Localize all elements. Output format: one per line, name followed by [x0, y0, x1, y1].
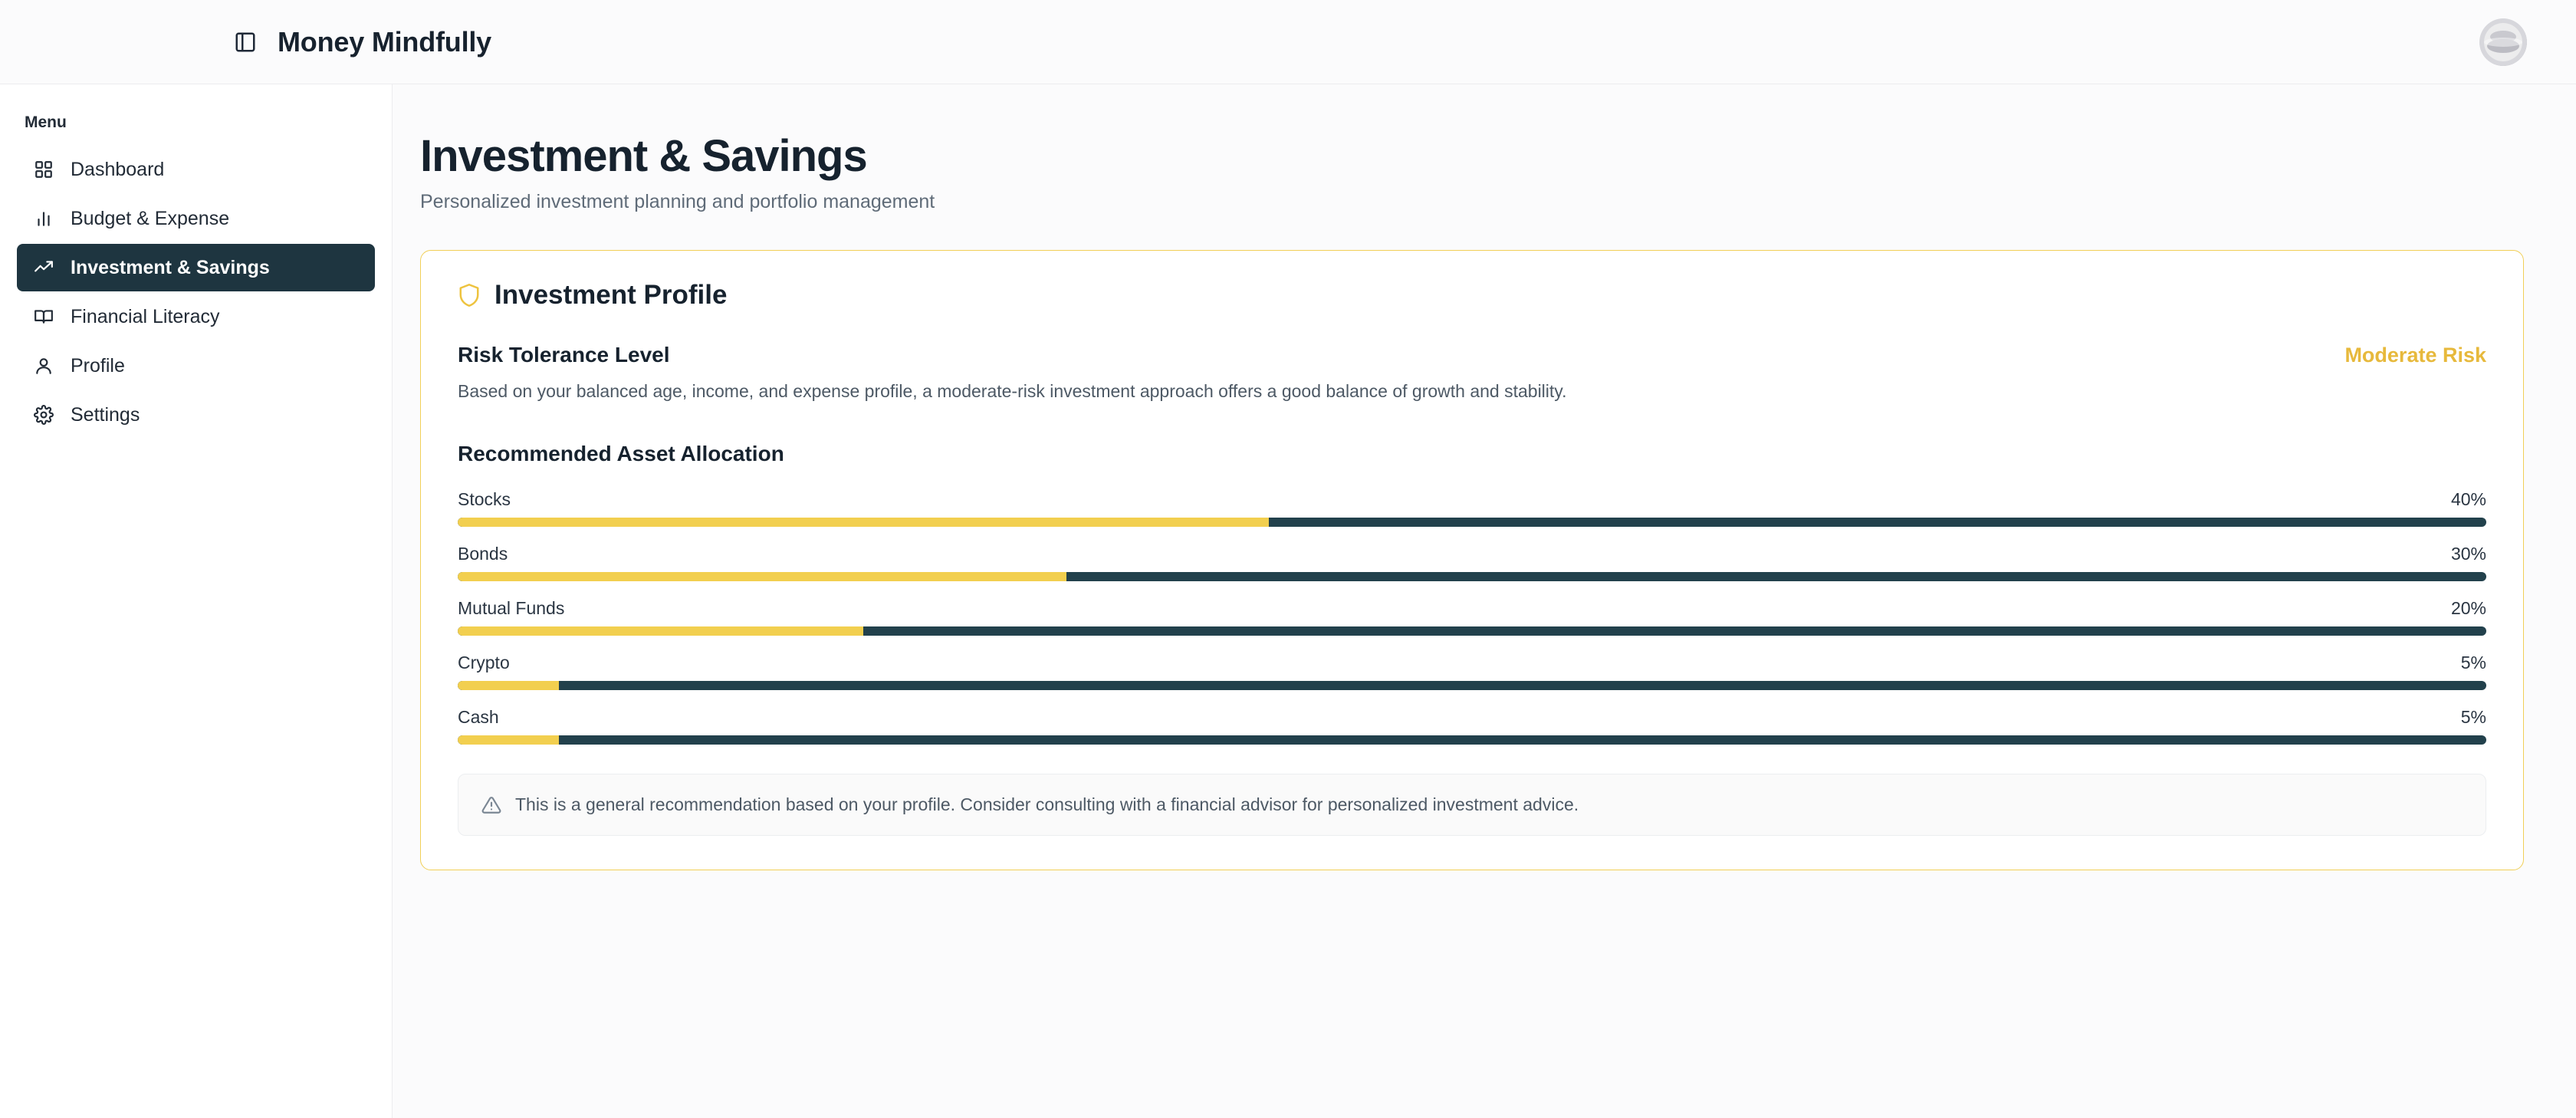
list-item: [458, 653, 2486, 690]
allocation-bar-fill: [458, 735, 559, 745]
bar-chart-icon: [32, 207, 55, 230]
sidebar-item-budget-expense[interactable]: [17, 195, 375, 242]
allocation-bar-fill: [458, 572, 1066, 581]
sidebar-item-label: Budget & Expense: [71, 207, 230, 229]
sidebar-item-label: Investment & Savings: [71, 256, 270, 278]
allocation-bar-fill: [458, 518, 1269, 527]
list-item: [458, 707, 2486, 745]
page-body: [0, 84, 2576, 1118]
status-badge: Moderate Risk: [2344, 344, 2486, 367]
disclaimer-note: [458, 774, 2486, 836]
allocation-value: 40%: [2450, 489, 2486, 509]
risk-tolerance-description: Based on your balanced age, income, and expense profile, a moderate-risk investment approach offers a good balance of growth and stability.: [458, 381, 1567, 401]
alert-triangle-icon: [481, 795, 501, 815]
allocation-bar-track: [458, 681, 2486, 690]
gear-icon: [32, 403, 55, 426]
allocation-bar-fill: [458, 681, 559, 690]
risk-tolerance-row: [458, 343, 2486, 367]
allocation-label: Cash: [458, 707, 499, 727]
list-item: [458, 598, 2486, 636]
risk-tolerance-heading: Risk Tolerance Level: [458, 343, 670, 367]
top-bar: [0, 0, 2576, 84]
card-title: Investment Profile: [495, 280, 728, 310]
page-title: Investment & Savings: [420, 131, 867, 181]
sidebar-item-investment-savings[interactable]: [17, 244, 375, 291]
allocation-bar-track: [458, 626, 2486, 636]
user-avatar-icon: [2479, 18, 2527, 66]
user-icon: [32, 354, 55, 377]
allocation-bar-track: [458, 735, 2486, 745]
investment-profile-card: [420, 250, 2524, 870]
sidebar-item-label: Financial Literacy: [71, 305, 220, 327]
disclaimer-text: This is a general recommendation based on your profile. Consider consulting with a financial advisor for personalized investment advice.: [515, 794, 1579, 814]
sidebar-item-financial-literacy[interactable]: [17, 293, 375, 340]
sidebar-item-label: Dashboard: [71, 158, 165, 180]
allocation-bar-fill: [458, 626, 863, 636]
panel-left-icon[interactable]: [230, 27, 261, 58]
main-content: [393, 84, 2576, 1118]
allocation-label: Mutual Funds: [458, 598, 565, 618]
sidebar-item-settings[interactable]: [17, 391, 375, 439]
allocation-bar-track: [458, 518, 2486, 527]
trending-up-icon: [32, 256, 55, 279]
allocation-label: Stocks: [458, 489, 511, 509]
list-item: [458, 544, 2486, 581]
sidebar: [0, 84, 393, 1118]
sidebar-item-label: Profile: [71, 354, 125, 377]
allocation-bar-track: [458, 572, 2486, 581]
card-header: [458, 280, 2486, 311]
app-brand-title: Money Mindfully: [278, 25, 491, 58]
sidebar-section-label: Menu: [25, 113, 67, 131]
allocation-value: 5%: [2460, 653, 2486, 672]
allocation-value: 5%: [2460, 707, 2486, 727]
allocation-label: Bonds: [458, 544, 508, 564]
list-item: [458, 489, 2486, 527]
sidebar-item-label: Settings: [71, 403, 140, 426]
allocation-heading: Recommended Asset Allocation: [458, 442, 784, 465]
shield-icon: [458, 282, 481, 308]
allocation-label: Crypto: [458, 653, 510, 672]
sidebar-item-dashboard[interactable]: [17, 146, 375, 193]
allocation-list: [458, 489, 2486, 745]
page-subtitle: Personalized investment planning and portfolio management: [420, 191, 935, 212]
avatar[interactable]: [2479, 18, 2527, 66]
allocation-value: 20%: [2450, 598, 2486, 618]
book-open-icon: [32, 305, 55, 328]
allocation-value: 30%: [2450, 544, 2486, 564]
sidebar-item-profile[interactable]: [17, 342, 375, 390]
grid-icon: [32, 158, 55, 181]
